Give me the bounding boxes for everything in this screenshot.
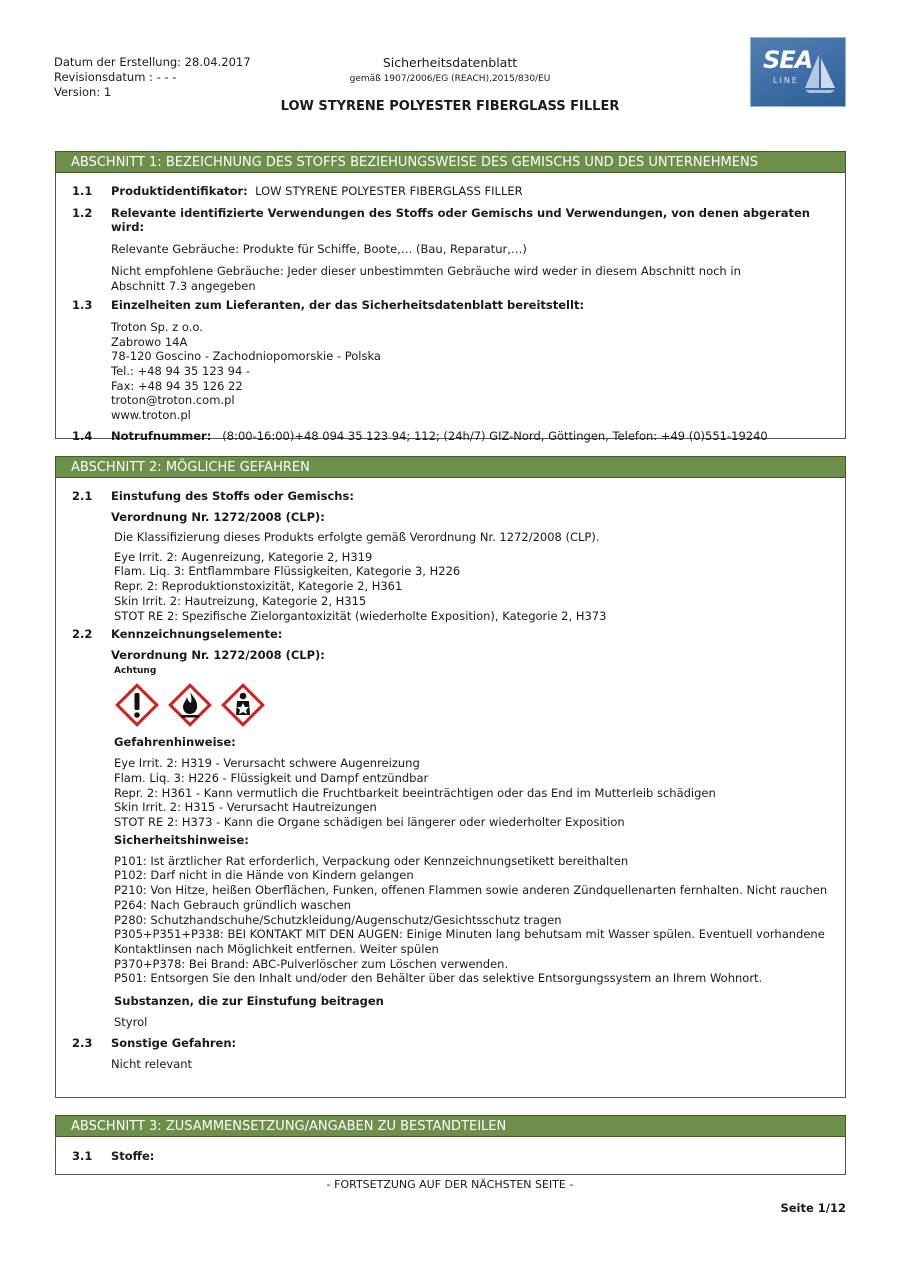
section-1-heading: ABSCHNITT 1: BEZEICHNUNG DES STOFFS BEZIEHUNGSWEISE DES GEMISCHS UND DES UNTERNEHMENS — [55, 151, 846, 173]
emergency-number: (8:00-16:00)+48 094 35 123 94; 112; (24h/7) GIZ-Nord, Göttingen, Telefon: +49 (0)551-19240 — [222, 428, 768, 443]
precautionary-statements: P101: Ist ärztlicher Rat erforderlich, Verpackung oder Kennzeichnungsetikett bereithalten P102: Darf nicht in die Hände von Kindern gelangen P210: Von Hitze, heißen Oberflächen, Funken, offenen Flammen sowie anderen Zündquellenarten fernhalten. Nicht rauchen P264: Nach Gebrauch gründlich waschen P280: Schutzhandschuhe/Schutzkleidung/Augenschutz/Gesichtsschutz tragen P305+P351+P338: BEI KONTAKT MIT DEN AUGEN: Einige Minuten lang behutsam mit Wasser spülen. Eventuell vorhandene Kontaktlinsen nach Möglichkeit entfernen. Weiter spülen P370+P378: Bei Brand: ABC-Pulverlöscher zum Löschen verwenden. P501: Entsorgen Sie den Inhalt und/oder den Behälter über das selektive Entsorgungssystem an Ihrem Wohnort. — [114, 853, 828, 986]
contributing-substance: Styrol — [114, 1015, 148, 1030]
item-1-2: 1.2 Relevante identifizierte Verwendungen des Stoffs oder Gemischs und Verwendungen, von denen abgeraten wird: — [72, 205, 810, 234]
hazard-statements-title: Gefahrenhinweise: — [114, 735, 236, 750]
relevant-uses: Relevante Gebräuche: Produkte für Schiffe, Boote,… (Bau, Reparatur,…) — [111, 241, 527, 256]
section-2 — [55, 456, 846, 1098]
label-1-1: Produktidentifikator: — [111, 184, 248, 198]
section-1 — [55, 151, 846, 443]
label-2-1: Einstufung des Stoffs oder Gemischs: — [111, 489, 354, 503]
item-1-1: 1.1 Produktidentifikator: LOW STYRENE POLYESTER FIBERGLASS FILLER — [72, 184, 523, 198]
item-2-1: 2.1 Einstufung des Stoffs oder Gemischs: — [72, 489, 354, 503]
label-3-1: Stoffe: — [111, 1149, 155, 1163]
header-meta — [54, 55, 251, 100]
product-identifier: LOW STYRENE POLYESTER FIBERGLASS FILLER — [255, 184, 523, 198]
signal-word: Achtung — [114, 666, 157, 677]
label-1-4: Notrufnummer: — [111, 428, 212, 443]
item-3-1: 3.1 Stoffe: — [72, 1149, 155, 1163]
label-2-3: Sonstige Gefahren: — [111, 1035, 237, 1050]
hazard-statements: Eye Irrit. 2: H319 - Verursacht schwere Augenreizung Flam. Liq. 3: H226 - Flüssigkeit und Dampf entzündbar Repr. 2: H361 - Kann vermutlich die Fruchtbarkeit beeinträchtigen oder das End im Mutterleib schädigen Skin Irrit. 2: H315 - Verursacht Hautreizungen STOT RE 2: H373 - Kann die Organe schädigen bei längerer oder wiederholter Exposition — [114, 756, 716, 830]
regulation: gemäß 1907/2006/EG (REACH),2015/830/EU — [349, 74, 551, 84]
revision-date: Revisionsdatum : - - - — [54, 70, 177, 84]
item-2-2: 2.2 Kennzeichnungselemente: — [72, 627, 283, 642]
contributing-substances-title: Substanzen, die zur Einstufung beitragen — [114, 994, 384, 1009]
regulation-label-2: Verordnung Nr. 1272/2008 (CLP): — [111, 648, 325, 663]
section-3 — [55, 1115, 846, 1175]
supplier-email: troton@troton.com.pl — [111, 393, 235, 408]
sail-icon — [803, 52, 837, 94]
classification-note: Die Klassifizierung dieses Produkts erfolgte gemäß Verordnung Nr. 1272/2008 (CLP). — [114, 530, 600, 544]
health-hazard-icon — [220, 682, 266, 728]
supplier-website: www.troton.pl — [111, 408, 191, 423]
supplier-address: Troton Sp. z o.o. Zabrowo 14A 78-120 Goscino - Zachodniopomorskie - Polska Tel.: +48 94 35 123 94 - Fax: +48 94 35 126 22 troton@troton.com.pl www.troton.pl — [56, 320, 845, 423]
label-1-3: Einzelheiten zum Lieferanten, der das Sicherheitsdatenblatt bereitstellt: — [111, 297, 585, 312]
regulation-label: Verordnung Nr. 1272/2008 (CLP): — [111, 510, 325, 524]
version: Version: 1 — [54, 85, 112, 99]
item-2-3: 2.3 Sonstige Gefahren: — [72, 1035, 237, 1050]
page-number: Seite 1/12 — [780, 1201, 846, 1215]
flame-icon — [167, 682, 213, 728]
creation-date: Datum der Erstellung: 28.04.2017 — [54, 55, 251, 69]
item-1-4: 1.4 Notrufnummer: (8:00-16:00)+48 094 35 123 94; 112; (24h/7) GIZ-Nord, Göttingen, Telefon: +49 (0)551-19240 — [72, 428, 768, 443]
doc-title: Sicherheitsdatenblatt — [382, 55, 518, 70]
label-2-2: Kennzeichnungselemente: — [111, 627, 283, 642]
section-2-heading: ABSCHNITT 2: MÖGLICHE GEFAHREN — [55, 456, 846, 478]
product-title: LOW STYRENE POLYESTER FIBERGLASS FILLER — [280, 99, 620, 114]
section-3-heading: ABSCHNITT 3: ZUSAMMENSETZUNG/ANGABEN ZU BESTANDTEILEN — [55, 1115, 846, 1137]
sea-line-logo: SEA LINE — [750, 37, 846, 107]
continued-note: - FORTSETZUNG AUF DER NÄCHSTEN SEITE - — [326, 1178, 574, 1191]
header-title-block — [300, 55, 600, 84]
classification-list: Eye Irrit. 2: Augenreizung, Kategorie 2, H319 Flam. Liq. 3: Entflammbare Flüssigkeiten, Kategorie 3, H226 Repr. 2: Reproduktionstoxizität, Kategorie 2, H361 Skin Irrit. 2: Hautreizung, Kategorie 2, H315 STOT RE 2: Spezifische Zielorgantoxizität (wiederholte Exposition), Kategorie 2, H373 — [114, 549, 607, 623]
item-1-3: 1.3 Einzelheiten zum Lieferanten, der das Sicherheitsdatenblatt bereitstellt: — [72, 297, 585, 312]
precautionary-statements-title: Sicherheitshinweise: — [114, 832, 249, 847]
label-1-2: Relevante identifizierte Verwendungen des Stoffs oder Gemischs und Verwendungen, von denen abgeraten wird: — [111, 205, 810, 234]
other-hazards: Nicht relevant — [111, 1056, 193, 1071]
ghs-pictograms — [56, 682, 845, 728]
not-recommended-uses: Nicht empfohlene Gebräuche: Jeder dieser unbestimmten Gebräuche wird weder in diesem Abschnitt noch in Abschnitt 7.3 angegeben — [111, 264, 741, 294]
exclamation-icon — [114, 682, 160, 728]
